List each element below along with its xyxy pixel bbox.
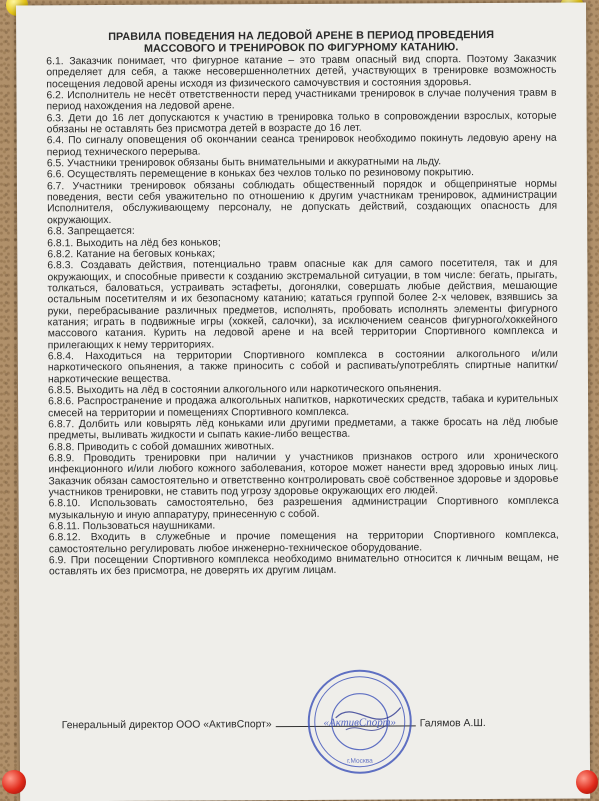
rules-content [46,29,559,578]
rule-paragraph: 6.9. При посещении Спортивного комплекса необходимо внимательно относится к личным вещам, не оставлять их без присмотра, не доверять их другим лицам. [48,552,559,578]
rule-paragraph: 6.8.8. Приводить с собой домашних животных. [48,440,275,454]
signature-block [62,718,542,732]
stamp-city: г.Москва [347,757,373,765]
rule-paragraph: 6.6. Осуществлять перемещение в коньках без чехлов только по резиновому покрытию. [46,167,474,181]
rule-paragraph: 6.7. Участники тренировок обязаны соблюдать общественный порядок и общепринятые нормы поведения, вести себя уважительно по отношению к другим участникам тренировок, администрации Исполнителя, обслуживающему персоналу, не допускать действий, создающих опасность для окружающих. [46,178,558,227]
title-line: ПРАВИЛА ПОВЕДЕНИЯ НА ЛЕДОВОЙ АРЕНЕ В ПЕРИОД ПРОВЕДЕНИЯ [108,28,495,44]
rule-paragraph: 6.8.11. Пользоваться наушниками. [48,520,216,533]
rule-paragraph: 6.8.5. Выходить на лёд в состоянии алкогольного или наркотического опьянения. [47,383,442,397]
rule-paragraph: 6.8.10. Использовать самостоятельно, без разрешения администрации Спортивного комплекса музыкальную и иную аппаратуру, принесенную с собой. [48,496,559,522]
signatory-name: Галямов А.Ш. [419,718,486,730]
rule-paragraph: 6.8.3. Создавать действия, потенциально травм опасные как для самого посетителя, так и для окружающих, и способные привести к созданию экстремальной ситуации, в том числе: бегать, прыгать, толкаться, баловаться, устраивать эстафеты, догонялки, совершать любые действия, мешающие остальным посетителям и их безопасному катанию; кататься группой более 2-х человек, взявшись за руки, перебрасывание различных предметов, исполнять, пробовать исполнять элементы фигурного катания; играть в подвижные игры (хоккей, салочки), за исключением сеансов фигурного/хоккейного массового катания. Курить на ледовой арене и на всей территории Спортивного комплекса и прилегающих к нему территориях. [47,257,558,351]
pushpin-bottom-right [576,770,598,794]
rule-paragraph: 6.8. Запрещается: [47,226,135,238]
rule-paragraph: 6.8.1. Выходить на лёд без коньков; [47,236,221,249]
document-title [46,29,556,56]
pushpin-bottom-left [2,770,26,794]
signatory-position: Генеральный директор ООО «АктивСпорт» [61,719,272,732]
rule-paragraph: 6.2. Исполнитель не несёт ответственности перед участниками тренировок в случае получения травм в период нахождения на ледовой арене. [46,87,557,113]
company-stamp [305,667,414,776]
rule-paragraph: 6.8.4. Находиться на территории Спортивного комплекса в состоянии алкогольного и/или наркотического опьянения, а также приносить с собой и распивать/употреблять спиртные напитки/наркотические вещества. [47,348,558,385]
rules-sheet [16,3,590,801]
rule-paragraph: 6.8.6. Распространение и продажа алкогольных напитков, наркотических средств, табака и курительных смесей на территории и помещениях Спортивного комплекса. [48,393,559,419]
rule-paragraph: 6.8.7. Долбить или ковырять лёд коньками или другими предметами, а также бросать на лёд любые предметы, выливать жидкости и сыпать какие-либо вещества. [48,416,559,442]
title-line: МАССОВОГО И ТРЕНИРОВОК ПО ФИГУРНОМУ КАТАНИЮ. [143,41,459,55]
rule-paragraph: 6.8.12. Входить в служебные и прочие помещения на территории Спортивного комплекса, самостоятельно регулировать любое инженерно-техническое оборудование. [48,530,559,556]
rule-paragraph: 6.8.2. Катание на беговых коньках; [47,248,216,261]
rule-paragraph: 6.3. Дети до 16 лет допускаются к участию в тренировка только в сопровождении взрослых, которые обязаны не оставлять без присмотра детей в возрасте до 16 лет. [46,110,557,136]
stamp-company-name: «АктивСпорт» [323,716,397,729]
rule-paragraph: 6.4. По сигналу оповещения об окончании сеанса тренировок необходимо покинуть ледовую арену на период технического перерыва. [46,133,557,159]
rule-paragraph: 6.1. Заказчик понимает, что фигурное катание – это травм опасный вид спорта. Поэтому Заказчик определяет для себя, а также несовершеннолетних детей, участвующих в тренировке возможность посещения ледовой арены исходя из физического самочувствия и состояния здоровья. [46,53,557,91]
rule-paragraph: 6.5. Участники тренировок обязаны быть внимательными и аккуратными на льду. [46,156,442,170]
rule-paragraph: 6.8.9. Проводить тренировки при наличии у участников признаков острого или хронического инфекционного и/или любого кожного заболевания, которое может нанести вред здоровью иных лиц. Заказчик обязан самостоятельно и ответственно контролировать своё собственное здоровье и здоровье участников тренировки, не ставить под угрозу здоровье окружающих его людей. [48,450,559,499]
